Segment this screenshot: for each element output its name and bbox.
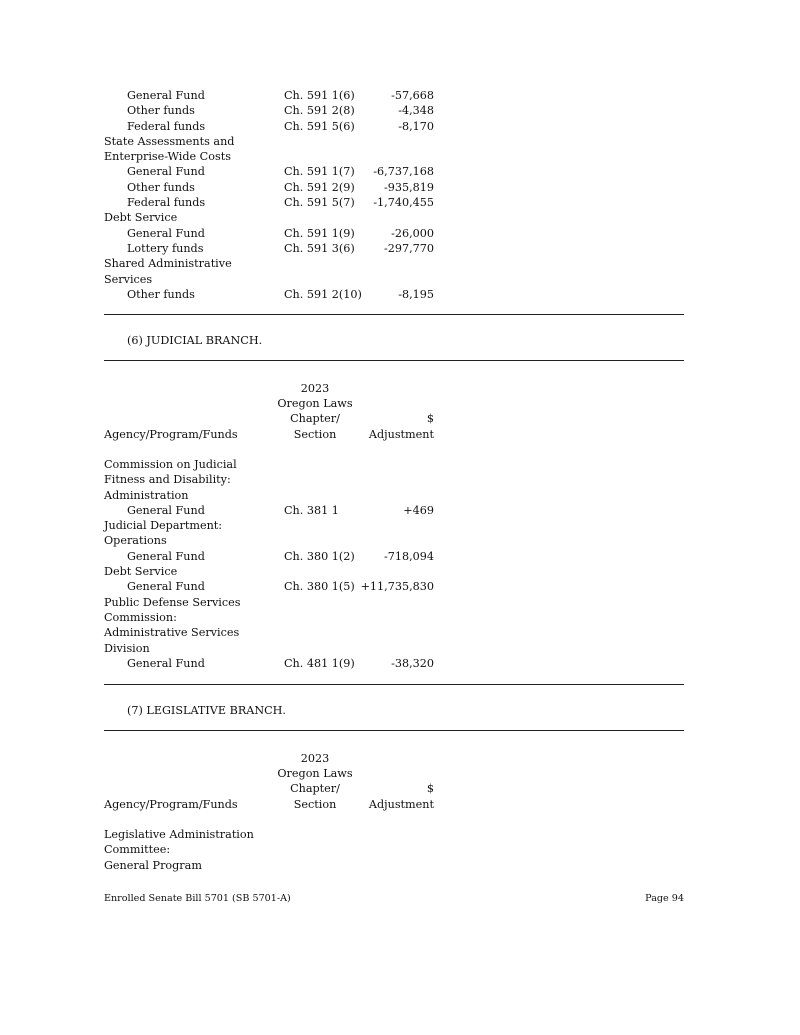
table-row [104,579,684,594]
table-row [104,533,684,548]
row-program-name: Other funds [127,104,195,118]
row-chapter-section: Ch. 591 5(7) [284,196,355,210]
table-row [104,488,684,503]
row-adjustment-amount: -935,819 [383,180,434,194]
header-adjustment-line: $ [426,412,434,426]
divider [104,684,684,685]
row-chapter-section: Ch. 591 5(6) [284,119,355,133]
table-row [104,641,684,656]
legislative-branch-title: (7) LEGISLATIVE BRANCH. [127,704,286,717]
row-program-name: General Fund [127,549,205,563]
header-adjustment-line: $ [426,782,434,796]
judicial-table-header [104,380,434,442]
row-adjustment-amount: -1,740,455 [373,196,434,210]
row-program-name: Lottery funds [127,241,204,255]
judicial-table [104,457,684,671]
divider [104,730,684,731]
footer-page-number: Page 94 [645,893,684,904]
table-row [104,149,684,164]
header-chapter-line: Section [293,427,337,441]
row-program-name: General Fund [127,656,205,670]
table-row [104,164,684,179]
row-chapter-section: Ch. 591 1(9) [284,226,355,240]
table-row [104,503,684,518]
row-adjustment-amount: -8,170 [398,119,434,133]
row-program-name: Administrative Services [104,626,240,640]
row-program-name: Other funds [127,180,195,194]
header-chapter-line: 2023 [300,751,330,765]
table-row [104,472,684,487]
row-chapter-section: Ch. 591 1(6) [284,89,355,102]
row-chapter-section: Ch. 381 1 [284,503,339,517]
row-program-name: Operations [104,534,167,548]
legislative-table [104,827,684,873]
row-adjustment-amount: -57,668 [391,89,434,102]
header-agency: Agency/Program/Funds [104,797,238,811]
row-program-name: Federal funds [127,196,206,210]
divider [104,360,684,361]
row-program-name: Other funds [127,287,195,301]
row-adjustment-amount: -6,737,168 [373,165,434,179]
row-program-name: Fitness and Disability: [104,473,231,487]
row-program-name: Division [104,641,150,655]
row-program-name: Debt Service [104,211,178,225]
table-row [104,625,684,640]
row-program-name: Commission: [104,610,177,624]
table-row [104,858,684,873]
table-row [104,656,684,671]
row-program-name: Services [104,272,153,286]
row-chapter-section: Ch. 591 3(6) [284,241,355,255]
table-row [104,842,684,857]
row-program-name: Public Defense Services [104,595,241,609]
header-chapter-line: Chapter/ [290,782,340,796]
row-program-name: Committee: [104,843,171,857]
table-row [104,210,684,225]
row-adjustment-amount: +11,735,830 [360,580,434,594]
table-row [104,88,684,103]
row-program-name: General Fund [127,580,205,594]
row-program-name: General Program [104,858,202,872]
row-program-name: General Fund [127,226,205,240]
row-program-name: General Fund [127,165,205,179]
table-row [104,103,684,118]
header-chapter-line: 2023 [300,381,330,395]
row-program-name: Administration [104,488,189,502]
row-program-name: Judicial Department: [104,519,223,533]
table-row [104,272,684,287]
row-chapter-section: Ch. 481 1(9) [284,656,355,670]
table-row [104,180,684,195]
table-row [104,134,684,149]
row-adjustment-amount: -4,348 [398,104,434,118]
table-row [104,595,684,610]
table-row [104,256,684,271]
header-chapter-line: Section [293,797,337,811]
section5-table [104,88,684,302]
row-program-name: Enterprise-Wide Costs [104,150,231,164]
row-program-name: Debt Service [104,565,178,579]
header-chapter [272,751,358,812]
table-row [104,827,684,842]
table-row [104,195,684,210]
footer-bill-name: Enrolled Senate Bill 5701 (SB 5701-A) [104,893,291,904]
header-chapter-line: Oregon Laws [277,767,353,781]
row-adjustment-amount: +469 [403,503,434,517]
row-adjustment-amount: -38,320 [391,656,434,670]
row-program-name: State Assessments and [104,134,235,148]
header-adjustment [369,411,434,442]
row-chapter-section: Ch. 591 1(7) [284,165,355,179]
header-adjustment [369,781,434,812]
table-row [104,610,684,625]
divider [104,314,684,315]
table-row [104,287,684,302]
header-chapter-line: Oregon Laws [277,397,353,411]
table-row [104,241,684,256]
row-chapter-section: Ch. 380 1(5) [284,580,355,594]
row-chapter-section: Ch. 591 2(8) [284,104,355,118]
row-program-name: Federal funds [127,119,206,133]
header-adjustment-line: Adjustment [368,427,434,441]
row-chapter-section: Ch. 591 2(10) [284,287,362,301]
header-chapter [272,381,358,442]
header-adjustment-line: Adjustment [368,797,434,811]
table-row [104,119,684,134]
row-chapter-section: Ch. 380 1(2) [284,549,355,563]
table-row [104,518,684,533]
table-row [104,457,684,472]
row-program-name: Shared Administrative [104,257,232,271]
row-program-name: General Fund [127,503,205,517]
table-row [104,226,684,241]
table-row [104,564,684,579]
row-adjustment-amount: -8,195 [398,287,434,301]
legislative-table-header [104,750,434,812]
header-agency: Agency/Program/Funds [104,427,238,441]
row-adjustment-amount: -26,000 [391,226,434,240]
table-row [104,549,684,564]
row-adjustment-amount: -297,770 [383,241,434,255]
row-chapter-section: Ch. 591 2(9) [284,180,355,194]
header-chapter-line: Chapter/ [290,412,340,426]
row-program-name: Commission on Judicial [104,458,237,471]
row-program-name: General Fund [127,89,205,102]
row-program-name: Legislative Administration [104,828,254,841]
row-adjustment-amount: -718,094 [383,549,434,563]
judicial-branch-title: (6) JUDICIAL BRANCH. [127,334,263,347]
